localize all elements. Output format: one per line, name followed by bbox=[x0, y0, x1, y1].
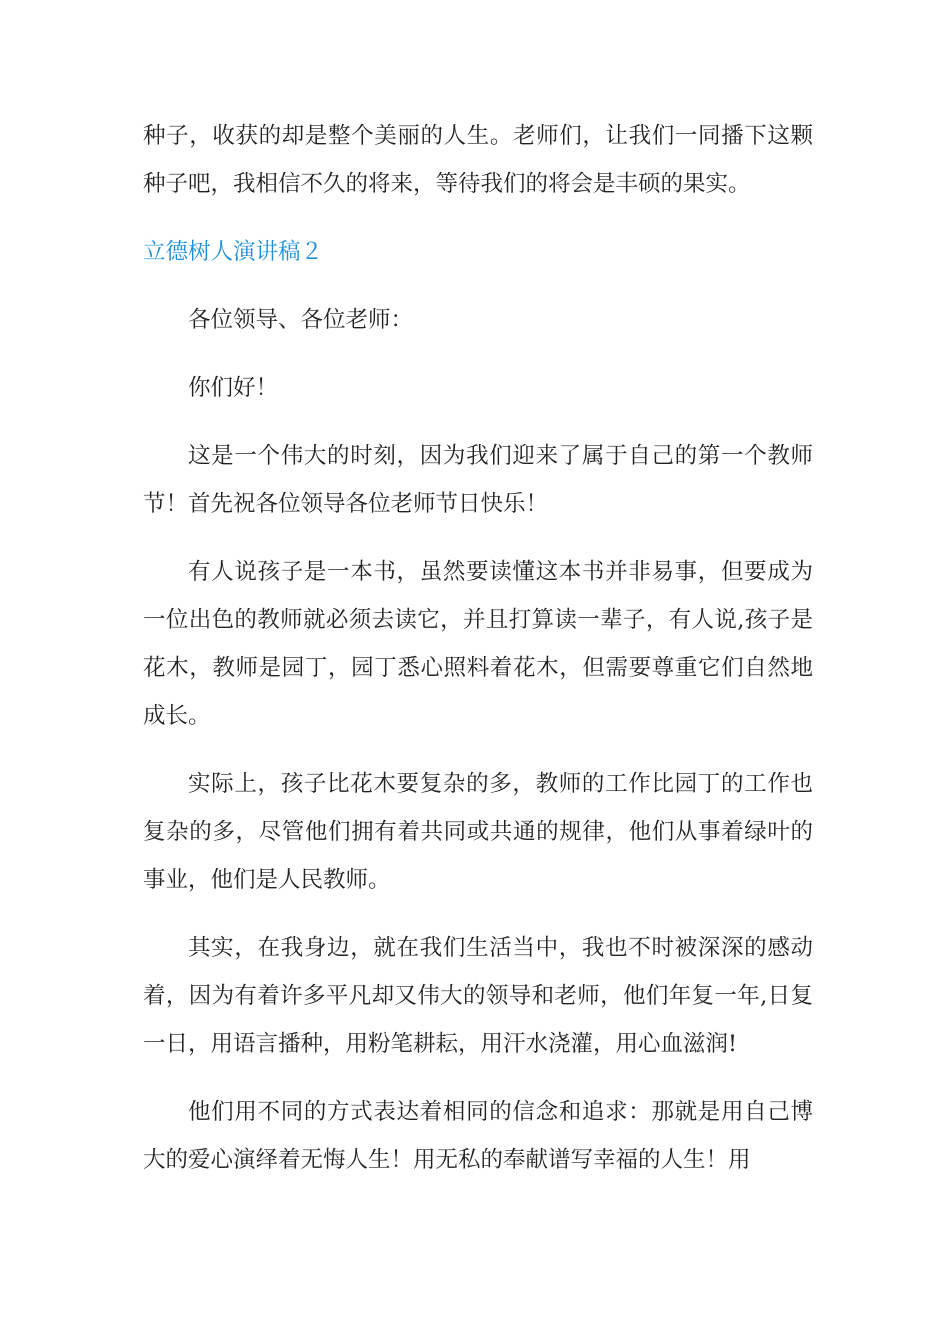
paragraph-5: 实际上，孩子比花木要复杂的多，教师的工作比园丁的工作也复杂的多，尽管他们拥有着共同或共通的规律，他们从事着绿叶的事业，他们是人民教师。 bbox=[143, 771, 813, 893]
paragraph-4: 有人说孩子是一本书，虽然要读懂这本书并非易事，但要成为一位出色的教师就必须去读它，并且打算读一辈子，有人说,孩子是花木，教师是园丁，园丁悉心照料着花木，但需要尊重它们自然地成长。 bbox=[143, 559, 813, 729]
paragraph-7: 他们用不同的方式表达着相同的信念和追求：那就是用自己博大的爱心演绎着无悔人生！用无私的奉献谱写幸福的人生！用 bbox=[143, 1099, 813, 1173]
paragraph-6: 其实，在我身边，就在我们生活当中，我也不时被深深的感动着，因为有着许多平凡却又伟大的领导和老师，他们年复一年,日复一日，用语言播种，用粉笔耕耘，用汗水浇灌，用心血滋润! bbox=[143, 935, 813, 1057]
continuation-paragraph: 种子，收获的却是整个美丽的人生。老师们，让我们一同播下这颗种子吧，我相信不久的将来，等待我们的将会是丰硕的果实。 bbox=[143, 123, 813, 197]
paragraph-salutation: 各位领导、各位老师： bbox=[188, 307, 414, 333]
paragraph-greeting: 你们好！ bbox=[188, 375, 279, 401]
section-heading: 立德树人演讲稿２ bbox=[143, 239, 324, 265]
document-page bbox=[143, 112, 813, 1204]
paragraph-3: 这是一个伟大的时刻，因为我们迎来了属于自己的第一个教师节！首先祝各位领导各位老师节日快乐！ bbox=[143, 443, 813, 517]
